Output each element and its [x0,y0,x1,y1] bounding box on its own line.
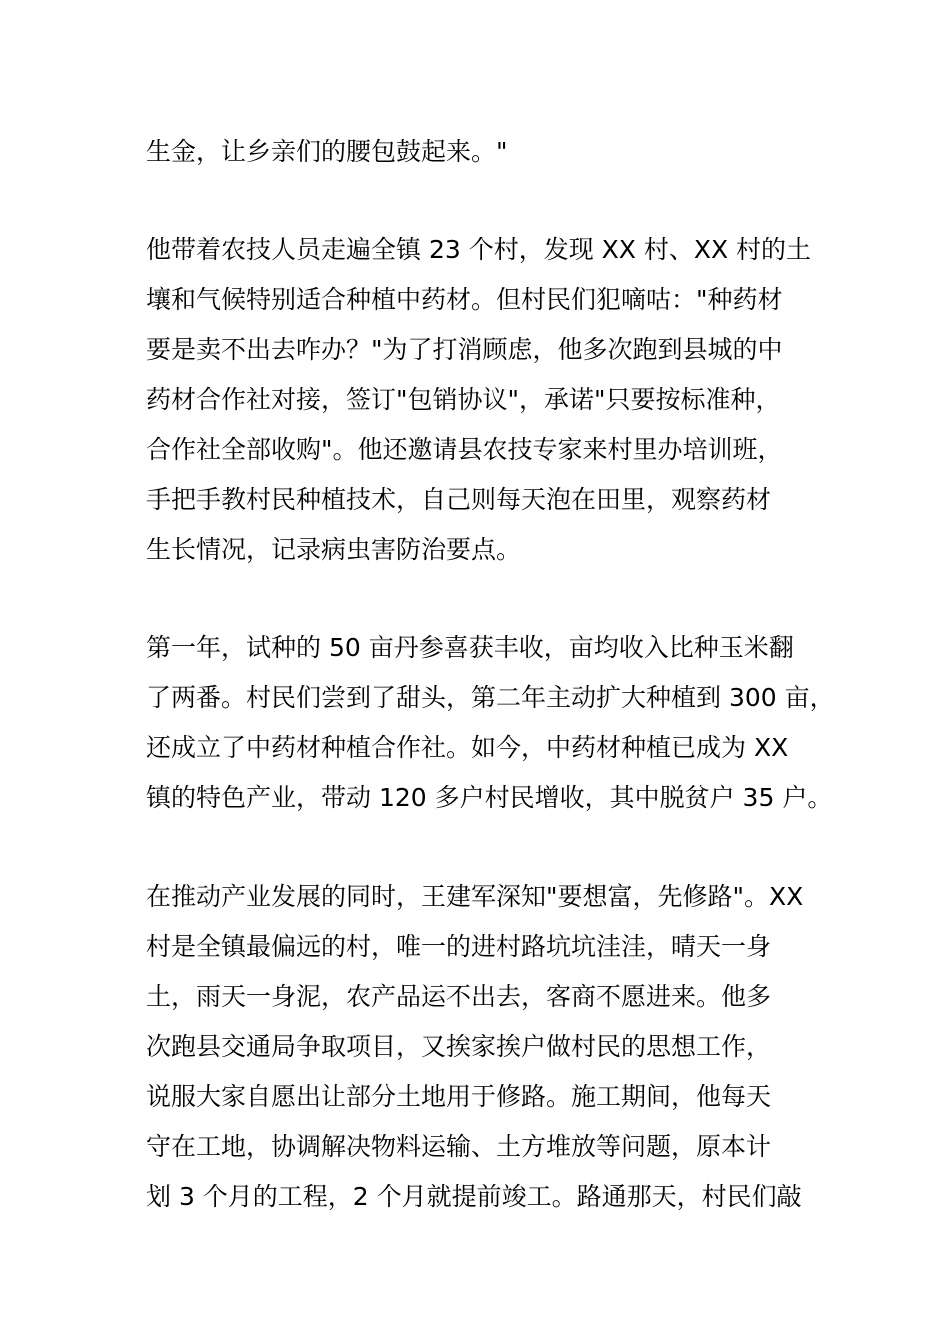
text-line: 了两番。村民们尝到了甜头，第二年主动扩大种植到 300 亩， [146,683,835,712]
text-line: 合作社全部收购"。他还邀请县农技专家来村里办培训班， [146,435,783,464]
paragraph-2 [146,225,836,575]
text-line: 在推动产业发展的同时，王建军深知"要想富，先修路"。XX [146,882,804,911]
text-line: 守在工地，协调解决物料运输、土方堆放等问题，原本计 [146,1132,772,1161]
paragraph-4 [146,872,836,1222]
text-line: 生长情况，记录病虫害防治要点。 [146,535,522,564]
text-line: 土，雨天一身泥，农产品运不出去，客商不愿进来。他多 [146,982,772,1011]
text-line: 第一年，试种的 50 亩丹参喜获丰收，亩均收入比种玉米翻 [146,633,794,662]
text-line: 还成立了中药材种植合作社。如今，中药材种植已成为 XX [146,733,789,762]
text-line: 要是卖不出去咋办？"为了打消顾虑，他多次跑到县城的中 [146,335,783,364]
paragraph-1 [146,127,836,177]
text-line: 次跑县交通局争取项目，又挨家挨户做村民的思想工作， [146,1032,772,1061]
text-line: 他带着农技人员走遍全镇 23 个村，发现 XX 村、XX 村的土 [146,235,812,264]
text-line: 村是全镇最偏远的村，唯一的进村路坑坑洼洼，晴天一身 [146,932,772,961]
text-line: 划 3 个月的工程，2 个月就提前竣工。路通那天，村民们敲 [146,1182,802,1211]
text-line: 壤和气候特别适合种植中药材。但村民们犯嘀咕："种药材 [146,285,783,314]
text-line: 药材合作社对接，签订"包销协议"，承诺"只要按标准种， [146,385,781,414]
paragraph-3 [146,623,836,823]
text-line: 镇的特色产业，带动 120 多户村民增收，其中脱贫户 35 户。 [146,783,833,812]
text-line: 生金，让乡亲们的腰包鼓起来。" [146,137,508,166]
text-line: 说服大家自愿出让部分土地用于修路。施工期间，他每天 [146,1082,772,1111]
text-line: 手把手教村民种植技术，自己则每天泡在田里，观察药材 [146,485,772,514]
